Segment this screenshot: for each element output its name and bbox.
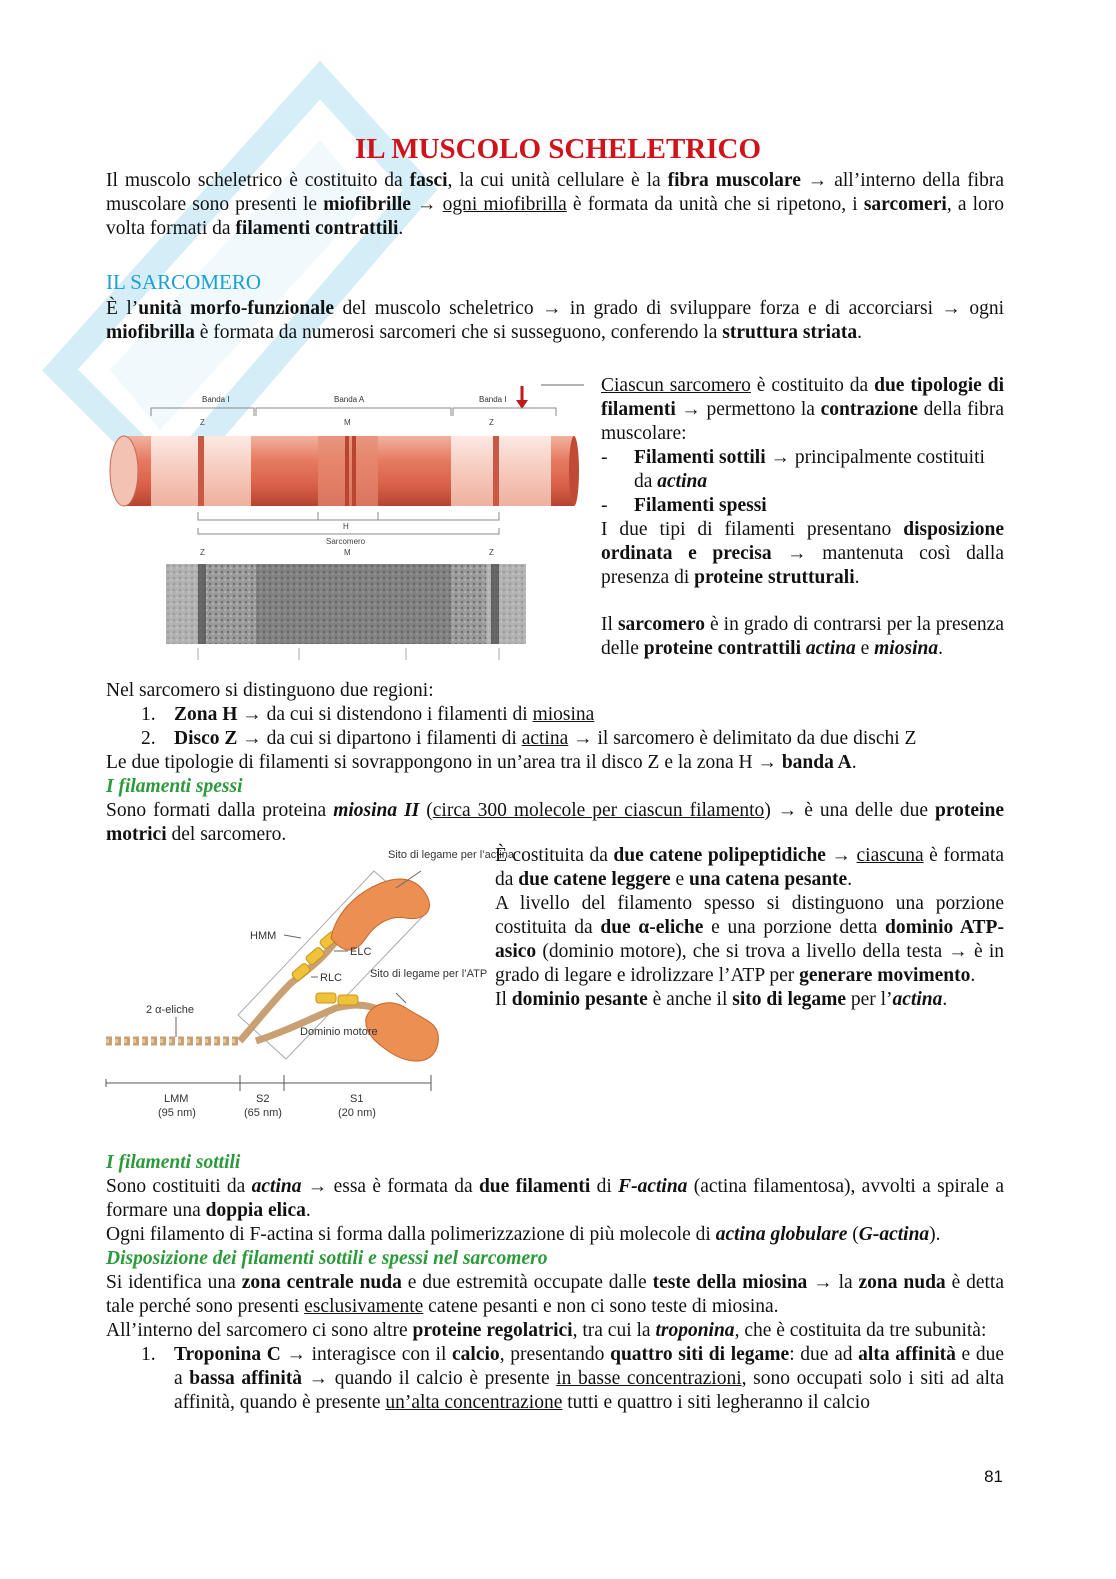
svg-text:Z: Z	[489, 548, 494, 557]
svg-text:Z: Z	[200, 548, 205, 557]
label-banda-i-left: Banda I	[202, 395, 230, 404]
regioni-block: Nel sarcomero si distinguono due regioni: 1. Zona H → da cui si distendono i filamenti di miosina 2. Disco Z → da cui si dipartono i filamenti di actina → il sarcomero è delimitato da due dischi Z Le due tipologie di filamenti si sovrappongono in un’area tra il disco Z e la zona H → banda A. I filamenti spessi Sono formati dalla proteina miosina II (circa 300 molecole per ciascun filamento) → è una delle due proteine motrici del sarcomero.	[106, 680, 1004, 845]
label-elc: ELC	[350, 946, 372, 958]
section-heading-spessi: I filamenti spessi	[106, 776, 243, 797]
label-dominio-motore: Dominio motore	[300, 1026, 378, 1038]
page-title: IL MUSCOLO SCHELETRICO	[354, 133, 762, 165]
label-s2: S2	[256, 1093, 270, 1105]
svg-text:(95 nm): (95 nm)	[158, 1107, 196, 1119]
label-banda-a: Banda A	[334, 395, 365, 404]
svg-text:Z: Z	[200, 418, 205, 427]
svg-text:Sarcomero: Sarcomero	[326, 537, 366, 546]
svg-text:(20 nm): (20 nm)	[338, 1107, 376, 1119]
svg-text:(65 nm): (65 nm)	[244, 1107, 282, 1119]
intro-paragraph: Il muscolo scheletrico è costituito da fasci, la cui unità cellulare è la fibra muscolare → all’interno della fibra muscolare sono presenti le miofibrille → ogni miofibrilla è formata da unità che si ripetono, i sarcomeri, a loro volta formati da filamenti contrattili.	[106, 170, 1004, 239]
label-lmm: LMM	[164, 1093, 189, 1105]
svg-text:Z: Z	[489, 418, 494, 427]
myosin-figure	[106, 843, 514, 1133]
section-heading-sottili: I filamenti sottili	[106, 1152, 241, 1173]
sarcomere-figure	[106, 378, 588, 662]
myosin-side-text: È costituita da due catene polipeptidiche → ciascuna è formata da due catene leggere e una catena pesante. A livello del filamento spesso si distinguono una porzione costituita da due α-eliche e una porzione detta dominio ATP-asico (dominio motore), che si trova a livello della testa → è in grado di legare e idrolizzare l’ATP per generare movimento. Il dominio pesante è anche il sito di legame per l’actina.	[495, 845, 1004, 1010]
label-banda-i-right: Banda I	[479, 395, 507, 404]
label-alfa-eliche: 2 α-eliche	[146, 1004, 194, 1016]
section-heading-disposizione: Disposizione dei filamenti sottili e spessi nel sarcomero	[106, 1248, 548, 1269]
label-sito-atp: Sito di legame per l’ATP	[370, 968, 488, 980]
label-s1: S1	[350, 1093, 364, 1105]
section-heading-sarcomero: IL SARCOMERO	[106, 270, 261, 294]
sottili-block: I filamenti sottili Sono costituiti da actina → essa è formata da due filamenti di F-actina (actina filamentosa), avvolti a spirale a formare una doppia elica. Ogni filamento di F-actina si forma dalla polimerizzazione di più molecole di actina globulare (G-actina). Disposizione dei filamenti sottili e spessi nel sarcomero Si identifica una zona centrale nuda e due estremità occupate dalle teste della miosina → la zona nuda è detta tale perché sono presenti esclusivamente catene pesanti e non ci sono teste di miosina. All’interno del sarcomero ci sono altre proteine regolatrici, tra cui la troponina, che è costituita da tre subunità: 1. Troponina C → interagisce con il calcio, presentando quattro siti di legame: due ad alta affinità e due a bassa affinità → quando il calcio è presente in basse concentrazioni, sono occupati solo i siti ad alta affinità, quando è presente un’alta concentrazione tutti e quattro i siti legheranno il calcio	[106, 1152, 1005, 1413]
sarcomero-side-text: Ciascun sarcomero è costituito da due tipologie di filamenti → permettono la contrazione della fibra muscolare: - Filamenti sottili → principalmente costituiti da actina - Filamenti spessi I due tipi di filamenti presentano disposizione ordinata e precisa → mantenuta così dalla presenza di proteine strutturali. Il sarcomero è in grado di contrarsi per la presenza delle proteine contrattili actina e miosina.	[601, 375, 1004, 659]
label-rlc: RLC	[320, 972, 343, 984]
svg-text:M: M	[344, 548, 351, 557]
page-number: 81	[984, 1467, 1003, 1486]
svg-text:H: H	[343, 522, 349, 531]
sarcomero-paragraph: È l’unità morfo-funzionale del muscolo scheletrico → in grado di sviluppare forza e di accorciarsi → ogni miofibrilla è formata da numerosi sarcomeri che si susseguono, conferendo la struttura striata.	[106, 298, 1005, 343]
label-sito-actina: Sito di legame per l’actina	[388, 849, 514, 861]
svg-text:M: M	[344, 418, 351, 427]
label-hmm: HMM	[250, 930, 277, 942]
